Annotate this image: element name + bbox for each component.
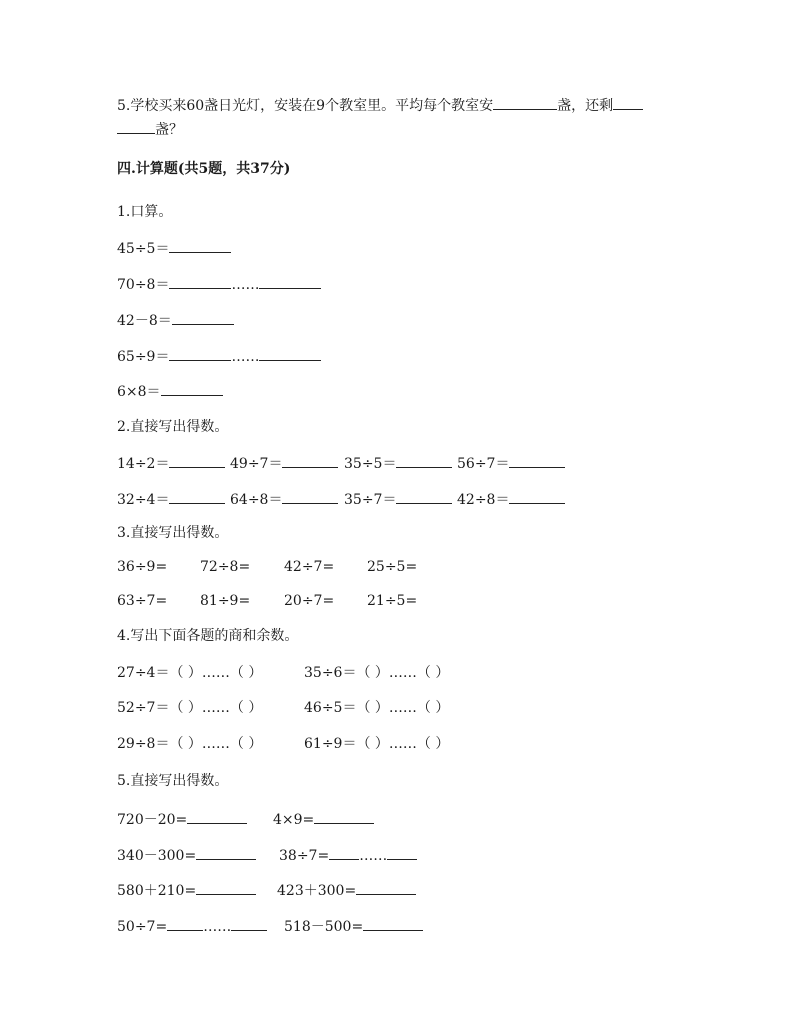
remainder-paren[interactable]: （ ） bbox=[416, 665, 450, 681]
remainder-blank[interactable] bbox=[259, 274, 321, 289]
answer-blank[interactable] bbox=[493, 95, 557, 110]
expression: 42÷8＝ bbox=[457, 492, 510, 508]
expression: 29÷8＝ bbox=[117, 736, 170, 752]
answer-blank[interactable] bbox=[314, 809, 374, 824]
problem-5-title: 5.直接写出得数。 bbox=[117, 773, 229, 789]
p4-item bbox=[304, 735, 449, 753]
expression: 423＋300= bbox=[277, 883, 357, 899]
p5-item bbox=[273, 809, 374, 829]
problem-3-title: 3.直接写出得数。 bbox=[117, 525, 229, 541]
answer-blank[interactable] bbox=[169, 274, 231, 289]
ellipsis: …… bbox=[203, 919, 232, 935]
q5-text-c: 盏？ bbox=[155, 122, 183, 138]
problem-1-title: 1.口算。 bbox=[117, 204, 173, 220]
p3-item: 42÷7= bbox=[284, 559, 335, 575]
p3-item: 63÷7= bbox=[117, 593, 168, 609]
quotient-paren[interactable]: （ ） bbox=[356, 700, 389, 716]
p2-item bbox=[344, 489, 452, 509]
answer-blank[interactable] bbox=[196, 845, 256, 860]
answer-blank[interactable] bbox=[161, 381, 223, 396]
p1-item bbox=[117, 238, 231, 258]
p3-item: 36÷9= bbox=[117, 559, 168, 575]
expression: 64÷8＝ bbox=[230, 492, 283, 508]
ellipsis: …… bbox=[388, 665, 417, 681]
answer-blank[interactable] bbox=[187, 809, 247, 824]
answer-blank[interactable] bbox=[282, 489, 338, 504]
q5-text-a: 5.学校买来60盏日光灯，安装在9个教室里。平均每个教室安 bbox=[117, 98, 494, 114]
p5-item bbox=[117, 845, 256, 865]
expression: 61÷9＝ bbox=[304, 736, 357, 752]
expression: 35÷5＝ bbox=[344, 456, 397, 472]
remainder-blank[interactable] bbox=[259, 346, 321, 361]
ellipsis: …… bbox=[388, 700, 417, 716]
expression: 4×9= bbox=[273, 812, 315, 828]
expression: 42－8＝ bbox=[117, 313, 172, 329]
answer-blank[interactable] bbox=[329, 845, 359, 860]
p4-item bbox=[304, 699, 449, 717]
p2-item bbox=[457, 453, 565, 473]
expression: 35÷6＝ bbox=[304, 665, 357, 681]
answer-blank[interactable] bbox=[169, 489, 225, 504]
expression: 50÷7= bbox=[117, 919, 168, 935]
p5-item bbox=[117, 809, 247, 829]
p3-item: 21÷5= bbox=[367, 593, 418, 609]
ellipsis: …… bbox=[231, 349, 260, 365]
p2-item bbox=[457, 489, 565, 509]
remainder-paren[interactable]: （ ） bbox=[229, 736, 263, 752]
q5-line1 bbox=[117, 95, 643, 115]
answer-blank[interactable] bbox=[356, 880, 416, 895]
expression: 6×8＝ bbox=[117, 384, 161, 400]
p5-item bbox=[284, 916, 423, 936]
p5-item bbox=[277, 880, 416, 900]
remainder-paren[interactable]: （ ） bbox=[229, 700, 263, 716]
p3-item: 20÷7= bbox=[284, 593, 335, 609]
expression: 38÷7= bbox=[279, 848, 330, 864]
p5-item bbox=[117, 880, 256, 900]
expression: 46÷5＝ bbox=[304, 700, 357, 716]
expression: 65÷9＝ bbox=[117, 349, 170, 365]
answer-blank[interactable] bbox=[282, 453, 338, 468]
quotient-paren[interactable]: （ ） bbox=[356, 736, 389, 752]
p4-item bbox=[117, 735, 262, 753]
p1-item bbox=[117, 381, 223, 401]
expression: 49÷7＝ bbox=[230, 456, 283, 472]
expression: 580＋210= bbox=[117, 883, 197, 899]
expression: 32÷4＝ bbox=[117, 492, 170, 508]
expression: 56÷7＝ bbox=[457, 456, 510, 472]
expression: 340－300= bbox=[117, 848, 197, 864]
q5-line2 bbox=[117, 119, 183, 139]
p4-item bbox=[117, 664, 262, 682]
p1-item bbox=[117, 310, 234, 330]
problem-2-title: 2.直接写出得数。 bbox=[117, 419, 229, 435]
p2-item bbox=[230, 453, 338, 473]
p3-item: 25÷5= bbox=[367, 559, 418, 575]
expression: 70÷8＝ bbox=[117, 277, 170, 293]
p2-item bbox=[117, 489, 225, 509]
answer-blank[interactable] bbox=[172, 310, 234, 325]
problem-4-title: 4.写出下面各题的商和余数。 bbox=[117, 628, 299, 644]
answer-blank[interactable] bbox=[169, 453, 225, 468]
answer-blank[interactable] bbox=[613, 95, 643, 110]
expression: 52÷7＝ bbox=[117, 700, 170, 716]
p4-item bbox=[117, 699, 262, 717]
remainder-blank[interactable] bbox=[387, 845, 417, 860]
quotient-paren[interactable]: （ ） bbox=[169, 665, 202, 681]
p3-item: 81÷9= bbox=[200, 593, 251, 609]
ellipsis: …… bbox=[231, 277, 260, 293]
expression: 720－20= bbox=[117, 812, 188, 828]
answer-blank[interactable] bbox=[117, 119, 155, 134]
quotient-paren[interactable]: （ ） bbox=[169, 736, 202, 752]
expression: 14÷2＝ bbox=[117, 456, 170, 472]
expression: 45÷5＝ bbox=[117, 241, 170, 257]
remainder-paren[interactable]: （ ） bbox=[416, 736, 450, 752]
answer-blank[interactable] bbox=[169, 346, 231, 361]
answer-blank[interactable] bbox=[363, 916, 423, 931]
p1-item bbox=[117, 274, 321, 294]
answer-blank[interactable] bbox=[396, 453, 452, 468]
p3-item: 72÷8= bbox=[200, 559, 251, 575]
remainder-paren[interactable]: （ ） bbox=[229, 665, 263, 681]
answer-blank[interactable] bbox=[509, 453, 565, 468]
remainder-paren[interactable]: （ ） bbox=[416, 700, 450, 716]
expression: 35÷7＝ bbox=[344, 492, 397, 508]
q5-text-b: 盏，还剩 bbox=[557, 98, 614, 114]
ellipsis: …… bbox=[201, 736, 230, 752]
ellipsis: …… bbox=[201, 665, 230, 681]
answer-blank[interactable] bbox=[167, 916, 203, 931]
p2-item bbox=[344, 453, 452, 473]
quotient-paren[interactable]: （ ） bbox=[356, 665, 389, 681]
remainder-blank[interactable] bbox=[231, 916, 267, 931]
answer-blank[interactable] bbox=[509, 489, 565, 504]
ellipsis: …… bbox=[359, 848, 388, 864]
p2-item bbox=[117, 453, 225, 473]
p1-item bbox=[117, 346, 321, 366]
p5-item bbox=[279, 845, 417, 865]
answer-blank[interactable] bbox=[396, 489, 452, 504]
section-title: 四.计算题(共5题，共37分) bbox=[117, 161, 291, 177]
answer-blank[interactable] bbox=[196, 880, 256, 895]
p2-item bbox=[230, 489, 338, 509]
answer-blank[interactable] bbox=[169, 238, 231, 253]
p5-item bbox=[117, 916, 267, 936]
p4-item bbox=[304, 664, 449, 682]
ellipsis: …… bbox=[388, 736, 417, 752]
quotient-paren[interactable]: （ ） bbox=[169, 700, 202, 716]
expression: 27÷4＝ bbox=[117, 665, 170, 681]
expression: 518－500= bbox=[284, 919, 364, 935]
ellipsis: …… bbox=[201, 700, 230, 716]
